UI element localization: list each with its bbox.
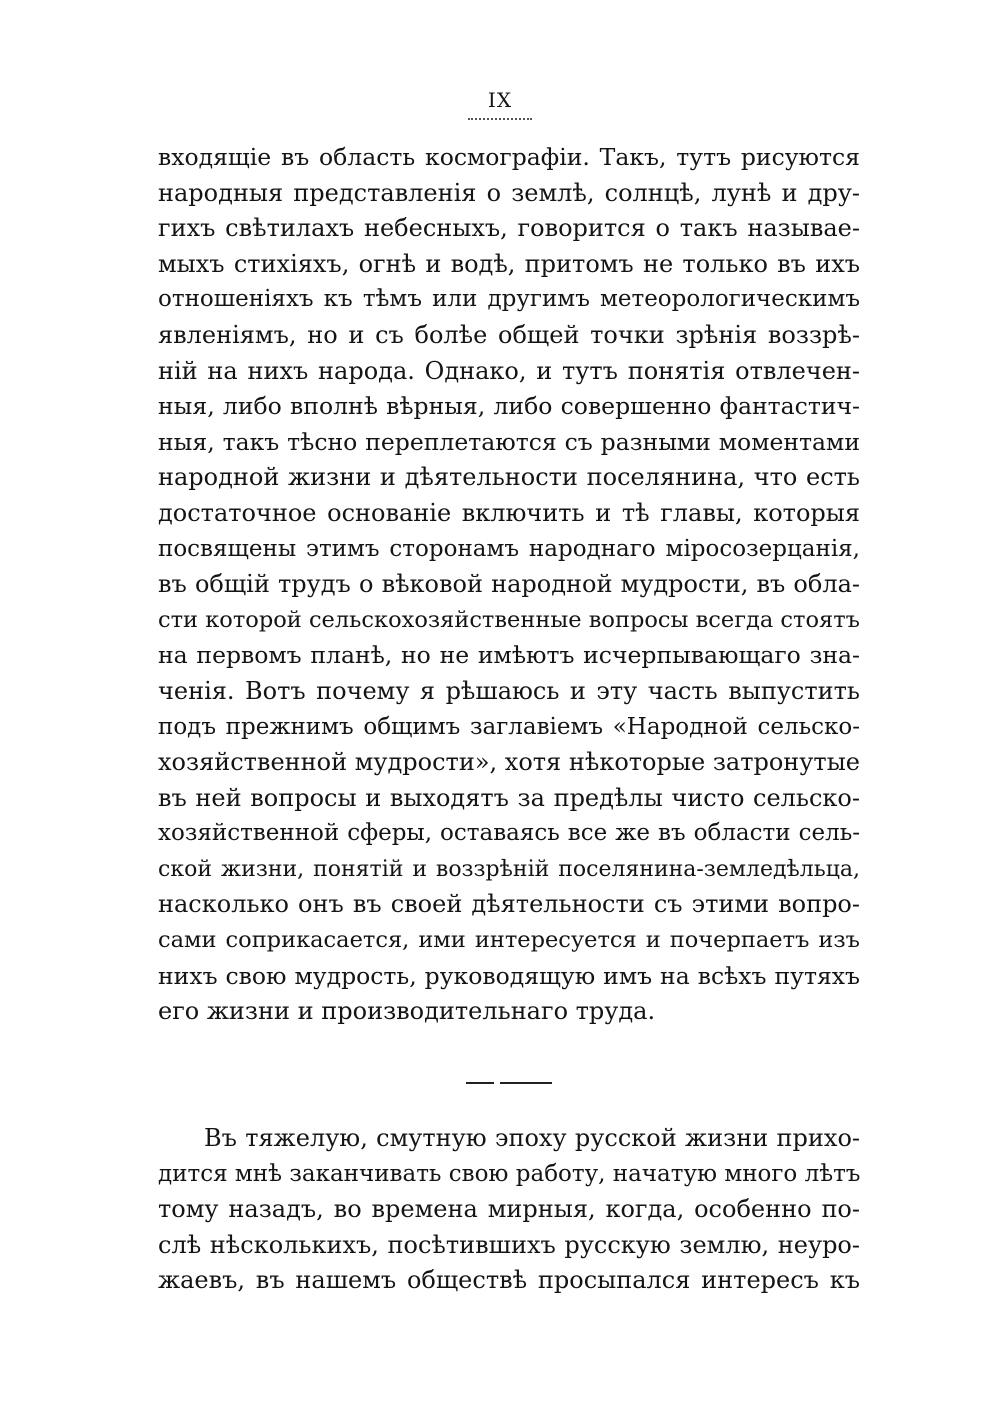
section-break-rule	[466, 1082, 552, 1084]
paragraph-1	[158, 140, 860, 1030]
text-line: нихъ свою мудрость, руководящую имъ на всѣхъ путяхъ	[158, 961, 860, 990]
text-line: хозяйственной мудрости», хотя нѣкоторые затронутые	[158, 748, 860, 777]
text-line: достаточное основаніе включить и тѣ главы, которыя	[158, 498, 860, 527]
section-break-segment	[500, 1082, 552, 1084]
text-line: народныя представленія о землѣ, солнцѣ, лунѣ и дру-	[158, 178, 860, 207]
text-line: ской жизни, понятій и воззрѣній поселянина-земледѣльца,	[158, 856, 860, 882]
text-line: тому назадъ, во времена мирныя, когда, особенно по-	[158, 1195, 860, 1224]
page-number: IX	[487, 88, 513, 112]
paragraph-2	[158, 1121, 860, 1299]
text-line: гихъ свѣтилахъ небесныхъ, говорится о такъ называе-	[158, 214, 860, 243]
text-line: сти которой сельскохозяйственные вопросы всегда стоятъ	[158, 606, 860, 633]
text-line: жаевъ, въ нашемъ обществѣ просыпался интересъ къ	[158, 1266, 860, 1295]
text-line: въ общій трудъ о вѣковой народной мудрости, въ обла-	[158, 570, 860, 599]
page-number-rule	[468, 118, 532, 120]
text-line: сами соприкасается, ими интересуется и почерпаетъ изъ	[158, 927, 860, 954]
text-line: ныя, либо вполнѣ вѣрныя, либо совершенно фантастич-	[158, 392, 860, 421]
text-line: подъ прежнимъ общимъ заглавіемъ «Народной сельско-	[158, 713, 860, 740]
text-line: народной жизни и дѣятельности поселянина, что есть	[158, 463, 860, 492]
text-line: посвящены этимъ сторонамъ народнаго міросозерцанія,	[158, 535, 860, 562]
text-line-last: его жизни и производительнаго труда.	[158, 997, 656, 1026]
text-line: отношеніяхъ къ тѣмъ или другимъ метеорологическимъ	[158, 286, 860, 313]
text-line: на первомъ планѣ, но не имѣютъ исчерпывающаго зна-	[158, 641, 860, 670]
text-line: въ ней вопросы и выходятъ за предѣлы чисто сельско-	[158, 783, 860, 812]
text-line: мыхъ стихіяхъ, огнѣ и водѣ, притомъ не только въ ихъ	[158, 249, 860, 278]
text-line: слѣ нѣсколькихъ, посѣтившихъ русскую землю, неуро-	[158, 1230, 860, 1259]
text-line-indented: Въ тяжелую, смутную эпоху русской жизни прихо-	[204, 1124, 860, 1152]
text-line: явленіямъ, но и съ болѣе общей точки зрѣнія воззрѣ-	[158, 320, 860, 349]
text-line: входящіе въ область космографіи. Такъ, тутъ рисуются	[158, 143, 860, 171]
text-line: дится мнѣ заканчивать свою работу, начатую много лѣтъ	[158, 1160, 860, 1187]
section-break-segment	[466, 1082, 494, 1084]
text-line: насколько онъ въ своей дѣятельности съ этими вопро-	[158, 890, 860, 919]
text-line: хозяйственной сферы, оставаясь все же въ области сель-	[158, 820, 860, 847]
text-line: ныя, такъ тѣсно переплетаются съ разными моментами	[158, 427, 860, 456]
text-line: ченія. Вотъ почему я рѣшаюсь и эту часть выпустить	[158, 676, 860, 705]
text-line: ній на нихъ народа. Однако, и тутъ понятія отвлечен-	[158, 356, 860, 385]
